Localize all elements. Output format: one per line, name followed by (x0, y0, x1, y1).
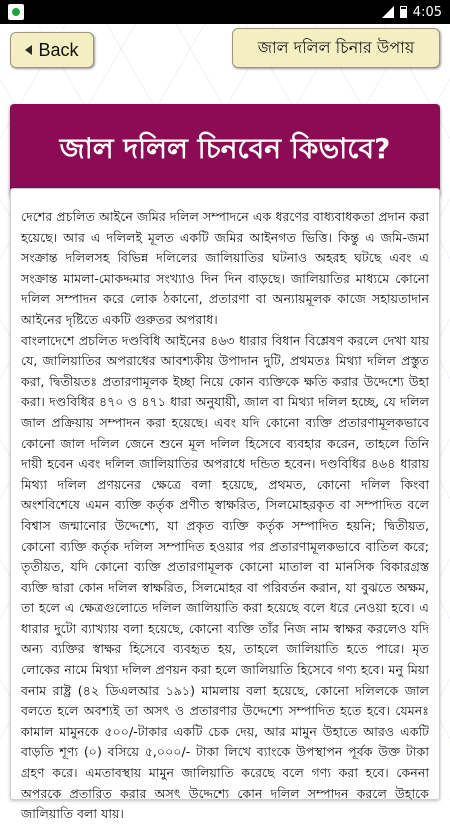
article-body (21, 207, 429, 825)
page-title: জাল দলিল চিনার উপায় (257, 37, 415, 57)
article-paragraph: বাংলাদেশে প্রচলিত দণ্ডবিধি আইনের ৪৬৩ ধারার বিধান বিশ্লেষণ করলে দেখা যায় যে, জালিয়াতির অপরাধের আবশ্যকীয় উপাদান দুটি, প্রথমতঃ মিথ্যা দলিল প্রস্তুত করা, দ্বিতীয়তঃ প্রতারণামূলক ইচ্ছা নিয়ে কোন ব্যক্তিকে ক্ষতি করার উদ্দেশ্যে উহা করা। দণ্ডবিধির ৪৭০ ও ৪৭১ ধারা অনুযায়ী, জাল বা মিথ্যা দলিল হচ্ছে, যে দলিল জাল প্রক্রিয়ায় সম্পাদন করা হয়েছে। এবং যদি কোনো ব্যক্তি প্রতারণামূলকভাবে কোনো জাল দলিল জেনে শুনে মূল দলিল হিসেবে ব্যবহার করেন, তাহলে তিনি দায়ী হবেন এবং দলিল জালিয়াতির অপরাধে দন্ডিত হবেন। দণ্ডবিধির ৪৬৪ ধারায় মিথ্যা দলিল প্রণয়নের ক্ষেত্রে বলা হয়েছে, প্রথমত, কোনো দলিল কিংবা অংশবিশেষে এমন ব্যক্তি কর্তৃক প্রণীত স্বাক্ষরিত, সিলমোহরকৃত বা সম্পাদিত বলে বিশ্বাস জন্মানোর উদ্দেশ্যে, যা প্রকৃত ব্যক্তি কর্তৃক সম্পাদিত হয়নি; দ্বিতীয়ত, কোনো ব্যক্তি কর্তৃক দলিল সম্পাদিত হওয়ার পর প্রতারণামূলকভাবে বাতিল করে; তৃতীয়ত, যদি কোনো ব্যক্তি প্রতারণামূলক কোনো মাতাল বা মানসিক বিকারগ্রস্ত ব্যক্তি দ্বারা কোন দলিল স্বাক্ষরিত, সিলমোহর বা পরিবর্তন করান, যা বুঝতে অক্ষম, তা হলে এ ক্ষেত্রগুলোতে দলিল জালিয়াতি করা হয়েছে বলে ধরে নেওয়া হবে। এ ধারার দুটো ব্যাখ্যায় বলা হয়েছে, কোনো ব্যক্তি তাঁর নিজ নাম স্বাক্ষর করলেও যদি অন্য ব্যক্তির স্বাক্ষর হিসেবে ব্যবহৃত হয়, তাহলে জালিয়াতি হতে পারে। মৃত লোকের নামে মিথ্যা দলিল প্রণয়ন করা হলে জালিয়াতি হিসেবে গণ্য হবে। মনু মিয়া বনাম রাষ্ট্র (৪২ ডিএলআর ১৯১) মামলায় বলা হয়েছে, কোনো দলিলকে জাল বলতে হলে অবশ্যই তা অসৎ ও প্রতারণার উদ্দেশ্যে সম্পাদিত হতে হবে। যেমনঃ কামাল মামুনকে ৫০০/-টাকার একটি চেক দেয়, আর মামুন উহাতে আরও একটি বাড়তি শূণ্য (০) বসিয়ে ৫,০০০/- টাকা লিখে ব্যাংকে উপস্থাপন পূর্বক উক্ত টাকা গ্রহণ করে। এমতাবস্থায় মামুন জালিয়াতি করেছে বলে গণ্য করা হবে। কেননা অপরকে প্রতারিত করার অসৎ উদ্দেশ্যে কোন দলিল সম্পাদন করলে উহাকে জালিয়াতি বলা যায়। (21, 332, 429, 822)
article-heading: জাল দলিল চিনবেন কিভাবে? (59, 131, 391, 165)
article-heading-banner (10, 104, 440, 196)
back-arrow-icon (25, 45, 32, 55)
signal-icon (382, 6, 394, 18)
back-label: Back (38, 39, 79, 60)
back-button[interactable] (10, 32, 94, 68)
article-paragraph: দেশের প্রচলিত আইনে জমির দলিল সম্পাদনে এক ধরণের বাধ্যবাধকতা প্রদান করা হয়েছে। আর এ দলিলই মূলত একটি জমির আইনগত ভিত্তি। কিন্তু এ জমি-জমা সংক্রান্ত দলিলসহ বিভিন্ন দলিলের জালিয়াতির ঘটনাও অহরহ ঘটছে এবং এ সংক্রান্ত মামলা-মোকদ্দমার সংখ্যাও দিন দিন বাড়ছে। জালিয়াতির মাধ্যমে কোনো দলিল সম্পাদন করে লোক ঠকানো, প্রতারণা বা অন্যায়মূলক কাজে সহায়তাদান আইনের দৃষ্টিতে একটি গুরুতর অপরাধ। (21, 209, 429, 327)
battery-icon (400, 6, 407, 18)
status-bar (0, 0, 450, 24)
status-right (382, 5, 442, 20)
status-left (8, 4, 24, 20)
status-time: 4:05 (412, 4, 442, 20)
article-card[interactable] (10, 188, 440, 822)
app-notification-icon (8, 4, 24, 20)
page-title-button[interactable] (232, 28, 440, 68)
